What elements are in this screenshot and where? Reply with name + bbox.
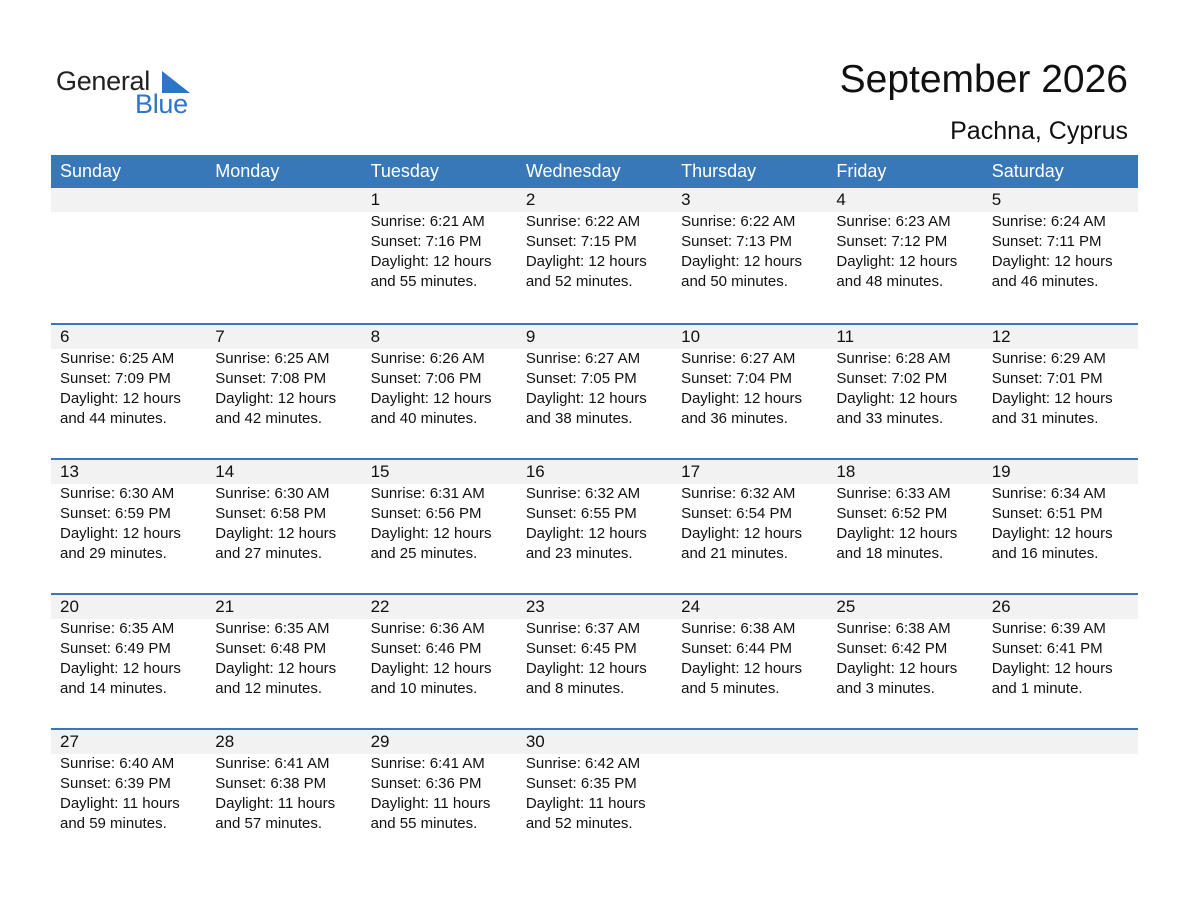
location-subtitle: Pachna, Cyprus xyxy=(950,117,1128,145)
daylight-text: Daylight: 12 hours xyxy=(525,390,647,407)
day-number: 12 xyxy=(991,327,1011,346)
day-number: 27 xyxy=(60,732,79,751)
sunset-text: Sunset: 7:11 PM xyxy=(991,233,1102,250)
day-number: 18 xyxy=(836,462,856,481)
day-number: 8 xyxy=(370,327,381,346)
daylight-minutes-text: and 44 minutes. xyxy=(60,410,167,427)
daylight-text: Daylight: 12 hours xyxy=(60,660,181,677)
day-number: 20 xyxy=(60,597,79,616)
daylight-text: Daylight: 11 hours xyxy=(370,795,491,812)
weeks-container xyxy=(51,188,1138,863)
daylight-minutes-text: and 16 minutes. xyxy=(991,545,1099,562)
sunset-text: Sunset: 6:41 PM xyxy=(991,640,1103,657)
week-cells xyxy=(51,730,1138,863)
day-cell xyxy=(517,460,672,593)
day-cell xyxy=(206,460,361,593)
day-number: 26 xyxy=(991,597,1011,616)
day-number: 21 xyxy=(215,597,235,616)
daylight-text: Daylight: 12 hours xyxy=(215,525,337,542)
day-number: 30 xyxy=(525,732,545,751)
weekday-friday: Friday xyxy=(836,161,887,181)
daylight-text: Daylight: 12 hours xyxy=(836,390,958,407)
daylight-minutes-text: and 59 minutes. xyxy=(60,815,167,832)
day-number: 24 xyxy=(681,597,701,616)
daylight-text: Daylight: 12 hours xyxy=(836,660,958,677)
daylight-minutes-text: and 29 minutes. xyxy=(60,545,167,562)
calendar-week xyxy=(51,323,1138,458)
daylight-text: Daylight: 12 hours xyxy=(836,253,958,270)
day-number: 1 xyxy=(370,190,381,209)
daylight-minutes-text: and 12 minutes. xyxy=(215,680,323,697)
daylight-text: Daylight: 12 hours xyxy=(370,525,492,542)
daylight-text: Daylight: 11 hours xyxy=(525,795,646,812)
day-number: 15 xyxy=(370,462,390,481)
daylight-minutes-text: and 42 minutes. xyxy=(215,410,323,427)
day-cell xyxy=(51,595,206,728)
day-cell xyxy=(672,325,827,458)
daylight-text: Daylight: 12 hours xyxy=(370,253,492,270)
calendar xyxy=(51,155,1138,863)
sunrise-text: Sunrise: 6:27 AM xyxy=(681,350,796,367)
sunset-text: Sunset: 7:12 PM xyxy=(836,233,948,250)
weekday-header xyxy=(51,155,1138,188)
day-number: 7 xyxy=(215,327,225,346)
sunrise-text: Sunrise: 6:26 AM xyxy=(370,350,485,367)
sunset-text: Sunset: 6:51 PM xyxy=(991,505,1103,522)
empty-day-cell xyxy=(672,730,827,863)
sunset-text: Sunset: 6:48 PM xyxy=(215,640,327,657)
sunrise-text: Sunrise: 6:38 AM xyxy=(681,620,796,637)
day-cell xyxy=(983,188,1138,323)
weekday-wednesday: Wednesday xyxy=(525,161,621,181)
day-cell xyxy=(827,595,982,728)
sunrise-text: Sunrise: 6:34 AM xyxy=(991,485,1106,502)
day-cell xyxy=(983,325,1138,458)
day-cell xyxy=(362,595,517,728)
sunset-text: Sunset: 6:44 PM xyxy=(681,640,793,657)
daylight-text: Daylight: 12 hours xyxy=(991,253,1113,270)
sunrise-text: Sunrise: 6:32 AM xyxy=(681,485,796,502)
sunrise-text: Sunrise: 6:33 AM xyxy=(836,485,951,502)
day-cell xyxy=(206,730,361,863)
week-cells xyxy=(51,460,1138,593)
daylight-minutes-text: and 3 minutes. xyxy=(836,680,935,697)
empty-day-cell xyxy=(51,188,206,323)
daylight-text: Daylight: 12 hours xyxy=(370,390,492,407)
day-cell xyxy=(517,325,672,458)
sunrise-text: Sunrise: 6:25 AM xyxy=(60,350,175,367)
daylight-minutes-text: and 52 minutes. xyxy=(525,273,633,290)
sunset-text: Sunset: 7:09 PM xyxy=(60,370,171,387)
sunset-text: Sunset: 6:42 PM xyxy=(836,640,948,657)
sunrise-text: Sunrise: 6:22 AM xyxy=(681,213,796,230)
sunrise-text: Sunrise: 6:30 AM xyxy=(215,485,330,502)
day-cell xyxy=(672,595,827,728)
day-cell xyxy=(362,325,517,458)
daylight-text: Daylight: 12 hours xyxy=(215,660,337,677)
day-cell xyxy=(672,460,827,593)
sunset-text: Sunset: 6:52 PM xyxy=(836,505,948,522)
sunset-text: Sunset: 7:08 PM xyxy=(215,370,327,387)
daylight-minutes-text: and 46 minutes. xyxy=(991,273,1099,290)
daylight-text: Daylight: 12 hours xyxy=(525,660,647,677)
calendar-week xyxy=(51,188,1138,323)
day-number: 4 xyxy=(836,190,846,209)
weekday-sunday: Sunday xyxy=(60,161,122,181)
sunset-text: Sunset: 6:58 PM xyxy=(215,505,327,522)
sunset-text: Sunset: 6:45 PM xyxy=(525,640,637,657)
sunrise-text: Sunrise: 6:30 AM xyxy=(60,485,175,502)
calendar-week xyxy=(51,593,1138,728)
daylight-minutes-text: and 52 minutes. xyxy=(525,815,633,832)
daylight-text: Daylight: 12 hours xyxy=(370,660,492,677)
daylight-minutes-text: and 23 minutes. xyxy=(525,545,633,562)
week-cells xyxy=(51,325,1138,458)
day-number: 17 xyxy=(681,462,701,481)
daylight-minutes-text: and 33 minutes. xyxy=(836,410,944,427)
sunrise-text: Sunrise: 6:28 AM xyxy=(836,350,951,367)
daylight-minutes-text: and 50 minutes. xyxy=(681,273,788,290)
day-number: 14 xyxy=(215,462,235,481)
day-cell xyxy=(206,595,361,728)
calendar-week xyxy=(51,728,1138,863)
sunset-text: Sunset: 7:01 PM xyxy=(991,370,1103,387)
daylight-text: Daylight: 12 hours xyxy=(991,525,1113,542)
empty-day-cell xyxy=(983,730,1138,863)
sunrise-text: Sunrise: 6:35 AM xyxy=(215,620,330,637)
daylight-text: Daylight: 12 hours xyxy=(60,525,181,542)
sunset-text: Sunset: 6:46 PM xyxy=(370,640,482,657)
day-cell xyxy=(827,325,982,458)
sunrise-text: Sunrise: 6:25 AM xyxy=(215,350,330,367)
weekday-monday: Monday xyxy=(215,161,280,181)
sunrise-text: Sunrise: 6:41 AM xyxy=(370,755,485,772)
sunset-text: Sunset: 6:56 PM xyxy=(370,505,482,522)
daylight-minutes-text: and 36 minutes. xyxy=(681,410,788,427)
daylight-minutes-text: and 38 minutes. xyxy=(525,410,633,427)
sunset-text: Sunset: 6:54 PM xyxy=(681,505,793,522)
logo xyxy=(56,66,206,122)
daylight-minutes-text: and 18 minutes. xyxy=(836,545,944,562)
day-number: 29 xyxy=(370,732,390,751)
day-number: 3 xyxy=(681,190,691,209)
sunrise-text: Sunrise: 6:38 AM xyxy=(836,620,951,637)
page-title: September 2026 xyxy=(839,58,1128,101)
day-number: 23 xyxy=(525,597,545,616)
daylight-minutes-text: and 57 minutes. xyxy=(215,815,323,832)
weekday-tuesday: Tuesday xyxy=(370,161,439,181)
day-cell xyxy=(517,730,672,863)
day-number: 10 xyxy=(681,327,701,346)
day-number: 22 xyxy=(370,597,390,616)
sunset-text: Sunset: 6:59 PM xyxy=(60,505,171,522)
sunrise-text: Sunrise: 6:22 AM xyxy=(525,213,641,230)
sunset-text: Sunset: 7:13 PM xyxy=(681,233,793,250)
day-cell xyxy=(362,730,517,863)
day-cell xyxy=(672,188,827,323)
day-number: 28 xyxy=(215,732,235,751)
logo-general-text: General xyxy=(56,66,150,96)
logo-blue-text: Blue xyxy=(135,89,188,119)
sunrise-text: Sunrise: 6:42 AM xyxy=(525,755,641,772)
weekday-thursday: Thursday xyxy=(681,161,757,181)
sunrise-text: Sunrise: 6:24 AM xyxy=(991,213,1106,230)
sunset-text: Sunset: 7:16 PM xyxy=(370,233,482,250)
daylight-text: Daylight: 12 hours xyxy=(681,660,803,677)
sunset-text: Sunset: 6:39 PM xyxy=(60,775,171,792)
empty-day-cell xyxy=(206,188,361,323)
sunrise-text: Sunrise: 6:37 AM xyxy=(525,620,641,637)
daylight-minutes-text: and 21 minutes. xyxy=(681,545,788,562)
daylight-minutes-text: and 48 minutes. xyxy=(836,273,944,290)
day-cell xyxy=(517,595,672,728)
sunset-text: Sunset: 6:49 PM xyxy=(60,640,171,657)
sunset-text: Sunset: 6:55 PM xyxy=(525,505,637,522)
daylight-text: Daylight: 12 hours xyxy=(681,253,803,270)
sunrise-text: Sunrise: 6:31 AM xyxy=(370,485,485,502)
sunset-text: Sunset: 6:36 PM xyxy=(370,775,482,792)
daylight-text: Daylight: 11 hours xyxy=(215,795,336,812)
daylight-text: Daylight: 12 hours xyxy=(215,390,337,407)
daylight-text: Daylight: 12 hours xyxy=(60,390,181,407)
daylight-minutes-text: and 27 minutes. xyxy=(215,545,323,562)
daylight-text: Daylight: 12 hours xyxy=(836,525,958,542)
daylight-text: Daylight: 11 hours xyxy=(60,795,180,812)
sunrise-text: Sunrise: 6:23 AM xyxy=(836,213,951,230)
day-number: 13 xyxy=(60,462,79,481)
week-cells xyxy=(51,188,1138,323)
weekday-saturday: Saturday xyxy=(991,161,1064,181)
day-cell xyxy=(206,325,361,458)
day-cell xyxy=(827,188,982,323)
sunset-text: Sunset: 7:06 PM xyxy=(370,370,482,387)
sunrise-text: Sunrise: 6:32 AM xyxy=(525,485,641,502)
day-cell xyxy=(51,460,206,593)
sunrise-text: Sunrise: 6:21 AM xyxy=(370,213,485,230)
day-number: 2 xyxy=(525,190,536,209)
daylight-minutes-text: and 1 minute. xyxy=(991,680,1083,697)
day-cell xyxy=(362,460,517,593)
sunset-text: Sunset: 7:02 PM xyxy=(836,370,948,387)
daylight-text: Daylight: 12 hours xyxy=(991,660,1113,677)
day-cell xyxy=(827,460,982,593)
daylight-minutes-text: and 8 minutes. xyxy=(525,680,625,697)
sunrise-text: Sunrise: 6:29 AM xyxy=(991,350,1106,367)
sunrise-text: Sunrise: 6:40 AM xyxy=(60,755,175,772)
empty-day-cell xyxy=(827,730,982,863)
day-cell xyxy=(517,188,672,323)
day-cell xyxy=(51,730,206,863)
day-number: 25 xyxy=(836,597,856,616)
day-number: 11 xyxy=(836,327,855,346)
sunset-text: Sunset: 7:05 PM xyxy=(525,370,637,387)
daylight-text: Daylight: 12 hours xyxy=(525,253,647,270)
day-cell xyxy=(983,460,1138,593)
sunset-text: Sunset: 6:38 PM xyxy=(215,775,327,792)
sunrise-text: Sunrise: 6:39 AM xyxy=(991,620,1106,637)
sunset-text: Sunset: 7:15 PM xyxy=(525,233,637,250)
calendar-week xyxy=(51,458,1138,593)
daylight-minutes-text: and 55 minutes. xyxy=(370,815,478,832)
daylight-minutes-text: and 10 minutes. xyxy=(370,680,478,697)
daylight-minutes-text: and 55 minutes. xyxy=(370,273,478,290)
day-cell xyxy=(983,595,1138,728)
sunset-text: Sunset: 6:35 PM xyxy=(525,775,637,792)
daylight-minutes-text: and 14 minutes. xyxy=(60,680,167,697)
sunrise-text: Sunrise: 6:35 AM xyxy=(60,620,175,637)
day-number: 19 xyxy=(991,462,1011,481)
day-cell xyxy=(362,188,517,323)
day-cell xyxy=(51,325,206,458)
sunrise-text: Sunrise: 6:36 AM xyxy=(370,620,485,637)
daylight-text: Daylight: 12 hours xyxy=(681,525,803,542)
daylight-text: Daylight: 12 hours xyxy=(991,390,1113,407)
sunrise-text: Sunrise: 6:41 AM xyxy=(215,755,330,772)
daylight-text: Daylight: 12 hours xyxy=(525,525,647,542)
day-number: 5 xyxy=(991,190,1002,209)
daylight-minutes-text: and 40 minutes. xyxy=(370,410,478,427)
day-number: 9 xyxy=(525,327,536,346)
daylight-minutes-text: and 5 minutes. xyxy=(681,680,780,697)
sunset-text: Sunset: 7:04 PM xyxy=(681,370,793,387)
day-number: 6 xyxy=(60,327,70,346)
daylight-text: Daylight: 12 hours xyxy=(681,390,803,407)
sunrise-text: Sunrise: 6:27 AM xyxy=(525,350,641,367)
daylight-minutes-text: and 31 minutes. xyxy=(991,410,1099,427)
week-cells xyxy=(51,595,1138,728)
daylight-minutes-text: and 25 minutes. xyxy=(370,545,478,562)
day-number: 16 xyxy=(525,462,545,481)
